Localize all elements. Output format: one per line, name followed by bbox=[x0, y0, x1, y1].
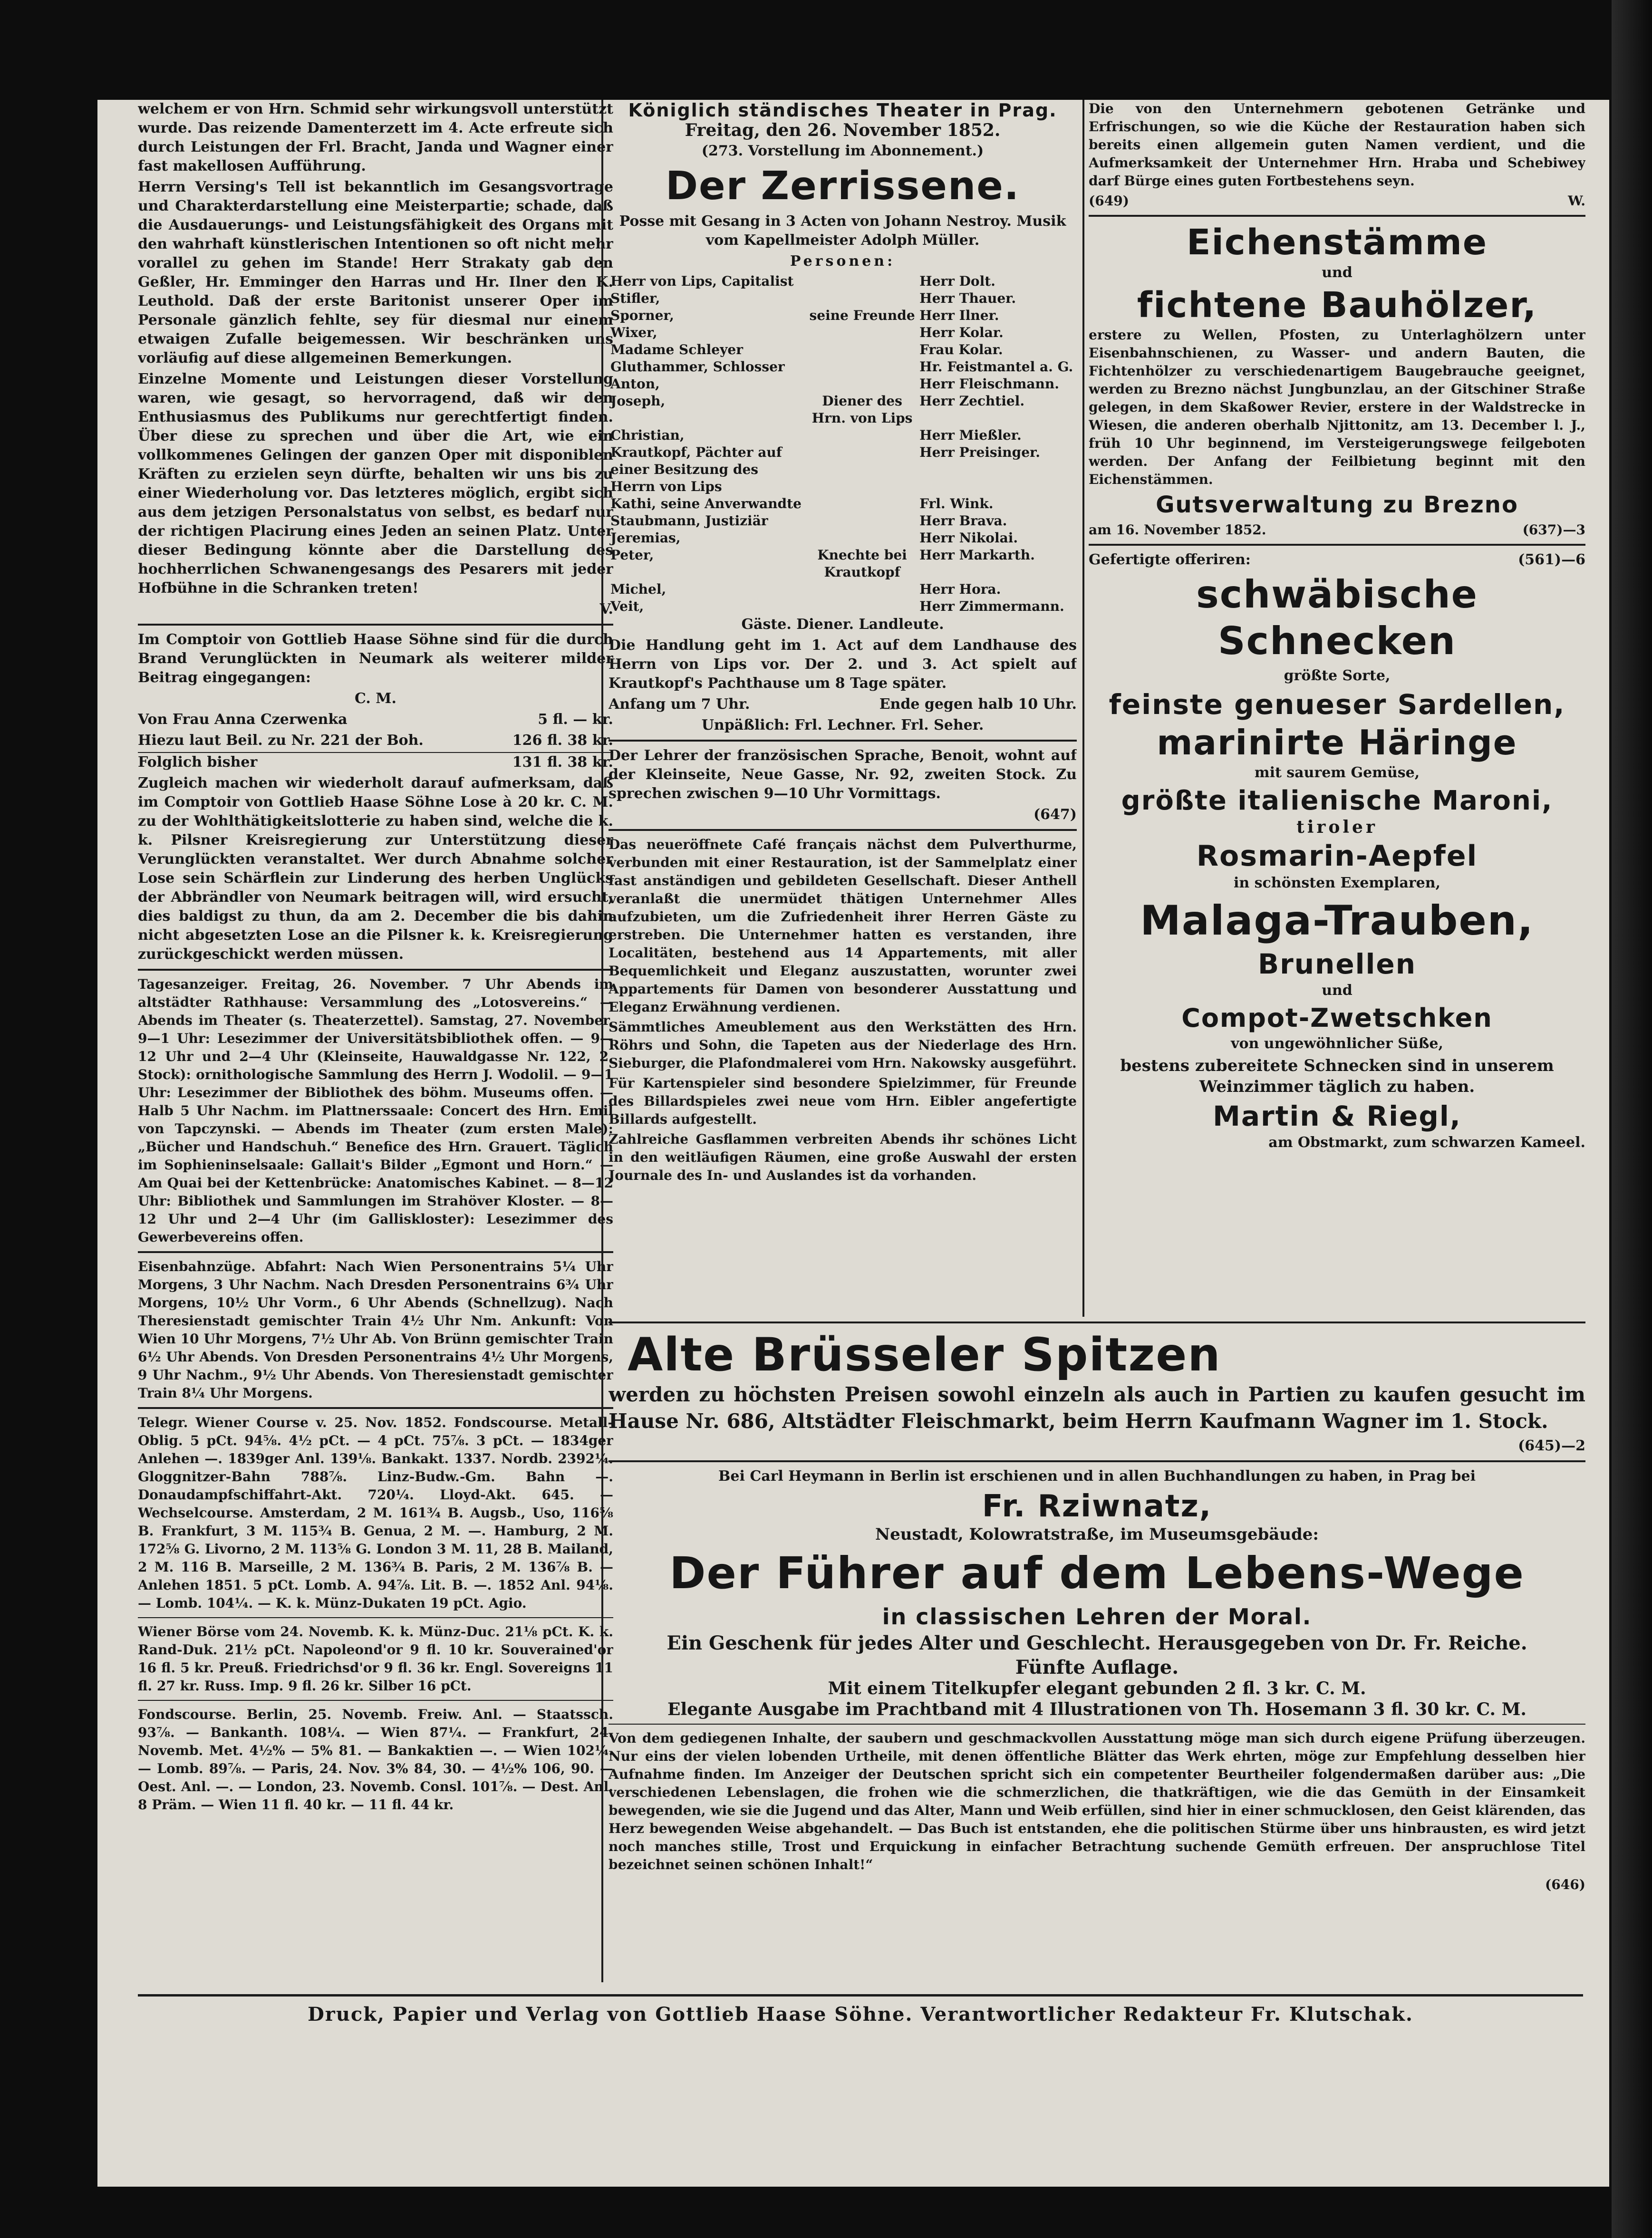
cast-note bbox=[807, 444, 918, 495]
cast-role: Staubmann, Justiziär bbox=[610, 513, 768, 529]
review-paragraph: Einzelne Momente und Leistungen dieser Vorstellung waren, wie gesagt, so hervorragend, daß wir den Enthusiasmus des Publikums nur gerechtfertigt finden. Über diese zu sprechen und über die Art, wie ein vollkommenes Gelingen der ganzen Oper mit disponiblen Kräften zu erzielen seyn dürfte, behalten wir uns bis zu einer Wiederholung vor. Das letzteres möglich, ergibt sich aus dem jetzigen Personalstatus von selbst, es bedarf nur der richtigen Placirung eines Jeden an seinen Platz. Unter dieser Bedingung könnte aber die Darstellung des hochherrlichen Schwanengesangs des Pesarers mit jeder Hofbühne in die Schranken treten! bbox=[138, 371, 613, 597]
column-left bbox=[138, 100, 613, 1987]
book-price-1: Mit einem Titelkupfer elegant gebunden 2 fl. 3 kr. C. M. bbox=[828, 1678, 1366, 1698]
cast-actor: Herr Hora. bbox=[919, 581, 1001, 597]
performance-number: (273. Vorstellung im Abonnement.) bbox=[701, 143, 984, 159]
cast-note bbox=[807, 324, 918, 341]
cast-list bbox=[609, 273, 1077, 615]
imprint: Druck, Papier und Verlag von Gottlieb Haase Söhne. Verantwortlicher Redakteur Fr. Klutschak. bbox=[138, 1994, 1583, 2026]
play-genre: Posse mit Gesang in 3 Acten von Johann Nestroy. Musik vom Kapellmeister Adolph Müller. bbox=[619, 213, 1066, 249]
cast-row bbox=[609, 598, 1077, 615]
comptoir-intro: Im Comptoir von Gottlieb Haase Söhne sind für die durch Brand Verunglückten in Neumark als weiterer milder Beitrag eingegangen: bbox=[138, 631, 613, 686]
cast-role: Wixer, bbox=[610, 325, 657, 340]
cast-actor: Herr Brava. bbox=[919, 513, 1007, 529]
cast-role: Joseph, bbox=[610, 393, 666, 409]
cast-role: Christian, bbox=[610, 427, 685, 443]
cast-role: Jeremias, bbox=[610, 530, 681, 546]
newspaper-page bbox=[97, 100, 1609, 2187]
eisenbahn-schedule: Eisenbahnzüge. Abfahrt: Nach Wien Personentrains 5¼ Uhr Morgens, 3 Uhr Nachm. Nach Dresden Personentrains 6¾ Uhr Morgens, 10½ Uhr Vorm., 6 Uhr Abends (Schnellzug). Nach Theresienstadt gemischter Train 4½ Uhr Nm. Ankunft: Von Wien 10 Uhr Morgens, 7½ Uhr Ab. Von Brünn gemischter Train 6½ Uhr Abends. Von Dresden Personentrains 4½ Uhr Morgens, 9 Uhr Nachm., 9½ Uhr Abends. Von Theresienstadt gemischter Train 8¼ Uhr Morgens. bbox=[138, 1259, 613, 1401]
herring-sub: mit saurem Gemüse, bbox=[1254, 764, 1420, 781]
cast-note bbox=[807, 427, 918, 444]
seller-address: am Obstmarkt, zum schwarzen Kameel. bbox=[1268, 1134, 1585, 1151]
teacher-ad: Der Lehrer der französischen Sprache, Benoit, wohnt auf der Kleinseite, Neue Gasse, Nr. 92, zweiten Stock. Zu sprechen zwischen 9—10 Uhr Vormittags. bbox=[609, 747, 1077, 802]
herring: marinirte Häringe bbox=[1157, 723, 1517, 762]
donation-total: Folglich bisher 131 fl. 38 kr. bbox=[138, 752, 613, 772]
cast-actor: Herr Preisinger. bbox=[919, 444, 1040, 460]
compot-sub: von ungewöhnlicher Süße, bbox=[1231, 1035, 1443, 1052]
cast-role: Herr von Lips, Capitalist bbox=[610, 273, 794, 289]
wood-text: erstere zu Wellen, Pfosten, zu Unterlaghölzern unter Eisenbahnschienen, zu Wasser- und andern Bauten, die Fichtenhölzer zu verschiedenartigem Baugebrauche geeignet, werden zu Brezno nächst Jungbunzlau, an der Gitschiner Straße gelegen, in dem Skaßower Revier, erstere in der Waldstrecke in Wiesen, die anderen oberhalb Njittonitz, am 13. December l. J., früh 10 Uhr beginnend, im Versteigerungswege feilgeboten werden. Der Anfang der Feilbietung beginnt mit den Eichenstämmen. bbox=[1089, 327, 1585, 487]
cast-actor: Herr Zechtiel. bbox=[919, 393, 1025, 409]
cast-actor: Herr Thauer. bbox=[919, 290, 1016, 306]
tirol: tiroler bbox=[1296, 817, 1378, 837]
sardines: feinste genueser Sardellen, bbox=[1109, 688, 1565, 721]
drinks-text: Die von den Unternehmern gebotenen Getränke und Erfrischungen, so wie die Küche der Restauration haben sich bereits einen allgemein guten Namen verdient, und die Aufmerksamkeit der Unternehmer Hrn. Hraba und Schebiwey darf Bürge eines guten Fortbestehens seyn. bbox=[1089, 101, 1585, 189]
cast-note bbox=[807, 512, 918, 530]
wood-title-2: fichtene Bauhölzer, bbox=[1137, 285, 1537, 326]
cast-note: Knechte bei Krautkopf bbox=[817, 547, 907, 580]
wood-title: Eichenstämme bbox=[1186, 222, 1488, 263]
review-paragraph: welchem er von Hrn. Schmid sehr wirkungsvoll unterstützt wurde. Das reizende Damenterzett im 4. Acte erfreute sich durch Leistungen der Frl. Bracht, Janda und Wagner einer fast makellosen Aufführung. bbox=[138, 101, 613, 174]
wiener-course: Telegr. Wiener Course v. 25. Nov. 1852. Fondscourse. Metall-Oblig. 5 pCt. 94⅝. 4½ pCt. — 4 pCt. 75⅞. 3 pCt. — 1834ger Anlehen —. 1839ger Anl. 139⅛. Bankakt. 1337. Nordb. 2392¼. Gloggnitzer-Bahn 788⅞. Linz-Budw.-Gm. Bahn —. Donaudampfschiffahrt-Akt. 720¼. Lloyd-Akt. 645. — Wechselcourse. Amsterdam, 2 M. 161¾ B. Augsb., Uso, 116⅝ B. Frankfurt, 3 M. 115¾ B. Genua, 2 M. —. Hamburg, 2 M. 172⅝ G. Livorno, 2 M. 113⅝ G. London 3 M. 11, 28 B. Mailand, 2 M. 116 B. Marseille, 2 M. 136¾ B. Paris, 2 M. 136⅞ B. — Anlehen 1851. 5 pCt. Lomb. A. 94⅞. Lit. B. —. 1852 Anl. 94⅛. — Lomb. 104¼. — K. k. Münz-Dukaten 19 pCt. Agio. bbox=[138, 1415, 613, 1611]
cast-note bbox=[807, 376, 918, 393]
book-ref: (646) bbox=[1545, 1877, 1585, 1892]
seller-name: Martin & Riegl, bbox=[1213, 1100, 1461, 1132]
cast-role: Michel, bbox=[610, 581, 667, 597]
cast-role: Gluthammer, Schlosser bbox=[610, 359, 785, 375]
cast-role: Peter, bbox=[610, 547, 654, 563]
cast-actor: Frl. Wink. bbox=[919, 496, 994, 511]
cast-actor: Hr. Feistmantel a. G. bbox=[919, 359, 1073, 375]
wiener-boerse: Wiener Börse vom 24. Novemb. K. k. Münz-Duc. 21⅛ pCt. K. k. Rand-Duk. 21½ pCt. Napoleond'or 9 fl. 10 kr. Souverained'or 16 fl. 5 kr. Preuß. Friedrichsd'or 9 fl. 36 kr. Engl. Sovereigns 11 fl. 27 kr. Russ. Imp. 9 fl. 26 kr. Silber 16 pCt. bbox=[138, 1624, 613, 1694]
cast-row bbox=[609, 495, 1077, 512]
cast-actor: Herr Fleischmann. bbox=[919, 376, 1059, 392]
cafe-paragraph: Sämmtliches Ameublement aus den Werkstätten des Hrn. Röhrs und Sohn, die Tapeten aus der Niederlage des Hrn. Sieburger, die Plafondmalerei vom Hrn. Nakowsky ausgeführt. bbox=[609, 1019, 1077, 1071]
column-rule bbox=[1082, 100, 1084, 1317]
brunellen: Brunellen bbox=[1257, 948, 1417, 980]
cafe-paragraph: Zahlreiche Gasflammen verbreiten Abends ihr schönes Licht in den weitläufigen Räumen, eine große Auswahl der ersten Journale des In- und Auslandes ist da vorhanden. bbox=[609, 1131, 1077, 1183]
handlung: Die Handlung geht im 1. Act auf dem Landhause des Herrn von Lips vor. Der 2. und 3. Act spielt auf Krautkopf's Pachthause um 8 Tage später. bbox=[609, 637, 1077, 692]
wood-footer: am 16. November 1852. (637)—3 bbox=[1089, 522, 1585, 538]
donation-row: Von Frau Anna Czerwenka 5 fl. — kr. bbox=[138, 711, 613, 728]
cast-actor: Herr Kolar. bbox=[919, 325, 1004, 340]
cast-note bbox=[807, 495, 918, 512]
page-edge bbox=[1612, 0, 1652, 2238]
cast-row bbox=[609, 530, 1077, 547]
cast-actor: Herr Ilner. bbox=[919, 308, 999, 323]
cast-row bbox=[609, 427, 1077, 444]
malaga: Malaga-Trauben, bbox=[1140, 897, 1534, 945]
cast-row bbox=[609, 290, 1077, 307]
cast-role: Sporner, bbox=[610, 308, 674, 323]
cast-note bbox=[807, 290, 918, 307]
cast-row bbox=[609, 547, 1077, 581]
cast-note: seine Freunde bbox=[809, 308, 915, 323]
maroni: größte italienische Maroni, bbox=[1121, 785, 1553, 816]
cast-row bbox=[609, 512, 1077, 530]
cast-role: Veit, bbox=[610, 598, 644, 614]
cast-note bbox=[807, 598, 918, 615]
cast-role: Anton, bbox=[610, 376, 660, 392]
cast-note bbox=[807, 581, 918, 598]
wood-org: Gutsverwaltung zu Brezno bbox=[1156, 492, 1518, 518]
cast-row bbox=[609, 444, 1077, 495]
cast-row bbox=[609, 324, 1077, 341]
lace-ref: (645)—2 bbox=[1518, 1437, 1585, 1454]
cast-actor: Herr Markarth. bbox=[919, 547, 1035, 563]
donation-row: Hiezu laut Beil. zu Nr. 221 der Boh. 126 fl. 38 kr. bbox=[138, 732, 613, 749]
review-signature: V. bbox=[599, 601, 613, 617]
book-edition: Fünfte Auflage. bbox=[1015, 1656, 1179, 1678]
cast-actor: Frau Kolar. bbox=[919, 342, 1003, 357]
book-address: Neustadt, Kolowratstraße, im Museumsgebäude: bbox=[875, 1525, 1319, 1544]
rosmarin-sub: in schönsten Exemplaren, bbox=[1233, 875, 1441, 891]
cafe-paragraph: Das neueröffnete Café français nächst dem Pulverthurme, verbunden mit einer Restauration, ist der Sammelplatz einer fast anständigen und gebildeten Gesellschaft. Dieser Anthell veranlaßt die unermüdet thätigen Unternehmer Alles aufzubieten, um die Zufriedenheit ihrer Herren Gäste zu erstreben. Die Unternehmer hatten es verstanden, ihre Localitäten, bestehend aus 14 Appartements, mit aller Bequemlichkeit und Eleganz auszustatten, worunter zwei Appartements für Damen von besonderer Ausstattung und Eleganz Erwähnung verdienen. bbox=[609, 837, 1077, 1015]
cast-note: Diener des Hrn. von Lips bbox=[812, 393, 913, 426]
cafe-paragraph: Für Kartenspieler sind besondere Spielzimmer, für Freunde des Billardspieles zwei neue vom Hrn. Eibler angefertigte Billards aufgestellt. bbox=[609, 1075, 1077, 1127]
teacher-ref: (647) bbox=[1033, 806, 1077, 823]
book-review: Von dem gediegenen Inhalte, der saubern und geschmackvollen Ausstattung möge man sich durch eigene Prüfung überzeugen. Nur eins der vielen lobenden Urtheile, mit denen öffentliche Blätter das Werk ehrten, möge zur Empfehlung desselben hier Aufnahme finden. Im Anzeiger der Deutschen spricht sich ein competenter Beurtheiler folgendermaßen darüber aus: „Die verschiedenen Lebenslagen, die frohen wie die schmerzlichen, die thatkräftigen, wie die das Gemüth in der Einsamkeit bewegenden, wie sie die Jugend und das Alter, Mann und Weib erfüllen, sind hier in einer schmucklosen, den Geist klärenden, das Herz bewegenden Weise abgehandelt. — Das Buch ist entstanden, ehe die politischen Stürme über uns hinbrausten, es wird jetzt noch manches stille, Trost und Erquickung in einfacher Betrachtung suchende Gemüth erfreuen. Der anspruchlose Titel bezeichnet seinen schönen Inhalt!“ bbox=[609, 1730, 1585, 1872]
cast-actor: Herr Zimmermann. bbox=[919, 598, 1064, 614]
cast-actor: Herr Mießler. bbox=[919, 427, 1022, 443]
cast-row bbox=[609, 393, 1077, 427]
book-title: Der Führer auf dem Lebens-Wege bbox=[669, 1548, 1525, 1599]
book-lead: Bei Carl Heymann in Berlin ist erschienen und in allen Buchhandlungen zu haben, in Prag bei bbox=[718, 1468, 1476, 1485]
wide-ads bbox=[609, 1322, 1585, 1987]
book-seller: Fr. Rziwnatz, bbox=[982, 1489, 1212, 1524]
cast-row bbox=[609, 358, 1077, 376]
book-gift: Ein Geschenk für jedes Alter und Geschlecht. Herausgegeben von Dr. Fr. Reiche. bbox=[667, 1632, 1527, 1654]
drinks-footer: (649) W. bbox=[1089, 193, 1585, 209]
tagesanzeiger: Tagesanzeiger. Freitag, 26. November. 7 Uhr Abends im altstädter Rathhause: Versammlung des „Lotosvereins.“ — Abends im Theater (s. Theaterzettel). Samstag, 27. November. 9—1 Uhr: Lesezimmer der Universitätsbibliothek offen. — 9—12 Uhr und 2—4 Uhr (Kleinseite, Hauwaldgasse Nr. 122, 2. Stock): ornithologische Sammlung des Herrn J. Wodolil. — 9—1 Uhr: Lesezimmer der Bibliothek des böhm. Museums offen. — Halb 5 Uhr Nachm. im Plattnerssaale: Concert des Hrn. Emil von Tapczynski. — Abends im Theater (zum ersten Male): „Bücher und Handschuh.“ Benefice des Hrn. Grauert. Täglich im Sophieninselsaale: Gallait's Bilder „Egmont und Horn.“ — Am Quai bei der Kettenbrücke: Anatomisches Kabinet. — 8—12 Uhr: Bibliothek und Sammlungen im Strahöver Kloster. — 8—12 Uhr und 2—4 Uhr (im Galliskloster): Lesezimmer des Gewerbevereins offen. bbox=[138, 976, 613, 1245]
cast-note bbox=[807, 530, 918, 547]
wood-und: und bbox=[1322, 264, 1353, 281]
lace-title: Alte Brüsseler Spitzen bbox=[628, 1328, 1221, 1381]
cast-note bbox=[807, 341, 918, 358]
cast-role: Kathi, seine Anverwandte bbox=[610, 496, 802, 511]
comptoir-text: Zugleich machen wir wiederholt darauf aufmerksam, daß im Comptoir von Gottlieb Haase Söhne Lose à 20 kr. C. M. zu der Wohlthätigkeitslotterie zu haben sind, welche die k. k. Pilsner Kreisregierung zur Unterstützung dieser Verunglückten veranstaltet. Wer durch Abnahme solcher Lose sein Schärflein zur Linderung des herben Unglücks der Abbrändler von Neumark beitragen will, wird ersucht, dies baldigst zu thun, da am 2. December die bis dahin nicht abgesetzten Lose an die Pilsner k. k. Kreisregierung zurückgeschickt werden müssen. bbox=[138, 775, 613, 963]
snail-lead: Gefertigte offeriren: (561)—6 bbox=[1089, 551, 1585, 568]
lace-text: werden zu höchsten Preisen sowohl einzeln als auch in Partien zu kaufen gesucht im Hause Nr. 686, Altstädter Fleischmarkt, beim Herrn Kaufmann Wagner im 1. Stock. bbox=[609, 1383, 1585, 1433]
brunellen-und: und bbox=[1322, 982, 1353, 999]
cast-row bbox=[609, 273, 1077, 290]
cast-note bbox=[807, 358, 918, 376]
snail-text: bestens zubereitete Schnecken sind in unserem Weinzimmer täglich zu haben. bbox=[1120, 1056, 1554, 1096]
cast-row bbox=[609, 341, 1077, 358]
cast-actor: Herr Dolt. bbox=[919, 273, 995, 289]
persons-heading: Personen: bbox=[790, 253, 896, 270]
theater-title: Königlich ständisches Theater in Prag. bbox=[628, 100, 1057, 121]
cast-note bbox=[807, 273, 918, 290]
comptoir-currency: C. M. bbox=[355, 690, 396, 707]
performance-date: Freitag, den 26. November 1852. bbox=[685, 120, 1001, 140]
book-subtitle: in classischen Lehren der Moral. bbox=[882, 1604, 1312, 1630]
snail-title: schwäbische Schnecken bbox=[1196, 572, 1478, 663]
extras: Gäste. Diener. Landleute. bbox=[741, 616, 944, 633]
compot: Compot-Zwetschken bbox=[1181, 1003, 1493, 1033]
column-middle bbox=[609, 100, 1077, 1317]
rosmarin: Rosmarin-Aepfel bbox=[1196, 839, 1478, 873]
play-title: Der Zerrissene. bbox=[665, 164, 1020, 209]
review-paragraph: Herrn Versing's Tell ist bekanntlich im Gesangsvortrage und Charakterdarstellung eine Meisterpartie; schade, daß die Ausdauerungs- und Leistungsfähigkeit des Organs mit den wahrhaft künstlerischen Intentionen so oft nicht mehr vorallel zu gehen im Stande! Herr Strakaty gab den Geßler, Hr. Emminger den Harras und Hr. Ilner den K. Leuthold. Daß der erste Baritonist unserer Oper im Personale gänzlich fehlte, sey für diesmal nur einem etwaigen Zufalle beigemessen. Wir beschränken uns vorläufig auf diese allgemeinen Bemerkungen. bbox=[138, 179, 613, 367]
cast-actor: Herr Nikolai. bbox=[919, 530, 1018, 546]
cast-row bbox=[609, 376, 1077, 393]
indisposed: Unpäßlich: Frl. Lechner. Frl. Seher. bbox=[701, 717, 984, 733]
book-price-2: Elegante Ausgabe im Prachtband mit 4 Illustrationen von Th. Hosemann 3 fl. 30 kr. C. M. bbox=[667, 1699, 1526, 1719]
cast-role: Krautkopf, Pächter auf einer Besitzung des Herrn von Lips bbox=[610, 444, 782, 494]
column-right bbox=[1089, 100, 1585, 1317]
cast-row bbox=[609, 581, 1077, 598]
cast-role: Stifler, bbox=[610, 290, 660, 306]
cast-role: Madame Schleyer bbox=[610, 342, 743, 357]
snail-sub: größte Sorte, bbox=[1284, 667, 1391, 684]
fondscourse: Fondscourse. Berlin, 25. Novemb. Freiw. Anl. — Staatssch. 93⅞. — Bankanth. 108¼. — Wien 87¼. — Frankfurt, 24. Novemb. Met. 4½% — 5% 81. — Bankaktien —. — Wien 102¼. — Lomb. 89⅞. — Paris, 24. Nov. 3% 84, 30. — 4½% 106, 90. — Oest. Anl. —. — London, 23. Novemb. Consl. 101⅞. — Dest. Anl. 8 Präm. — Wien 11 fl. 40 kr. — 11 fl. 44 kr. bbox=[138, 1707, 613, 1813]
cast-row bbox=[609, 307, 1077, 324]
times: Anfang um 7 Uhr. Ende gegen halb 10 Uhr. bbox=[609, 696, 1077, 713]
